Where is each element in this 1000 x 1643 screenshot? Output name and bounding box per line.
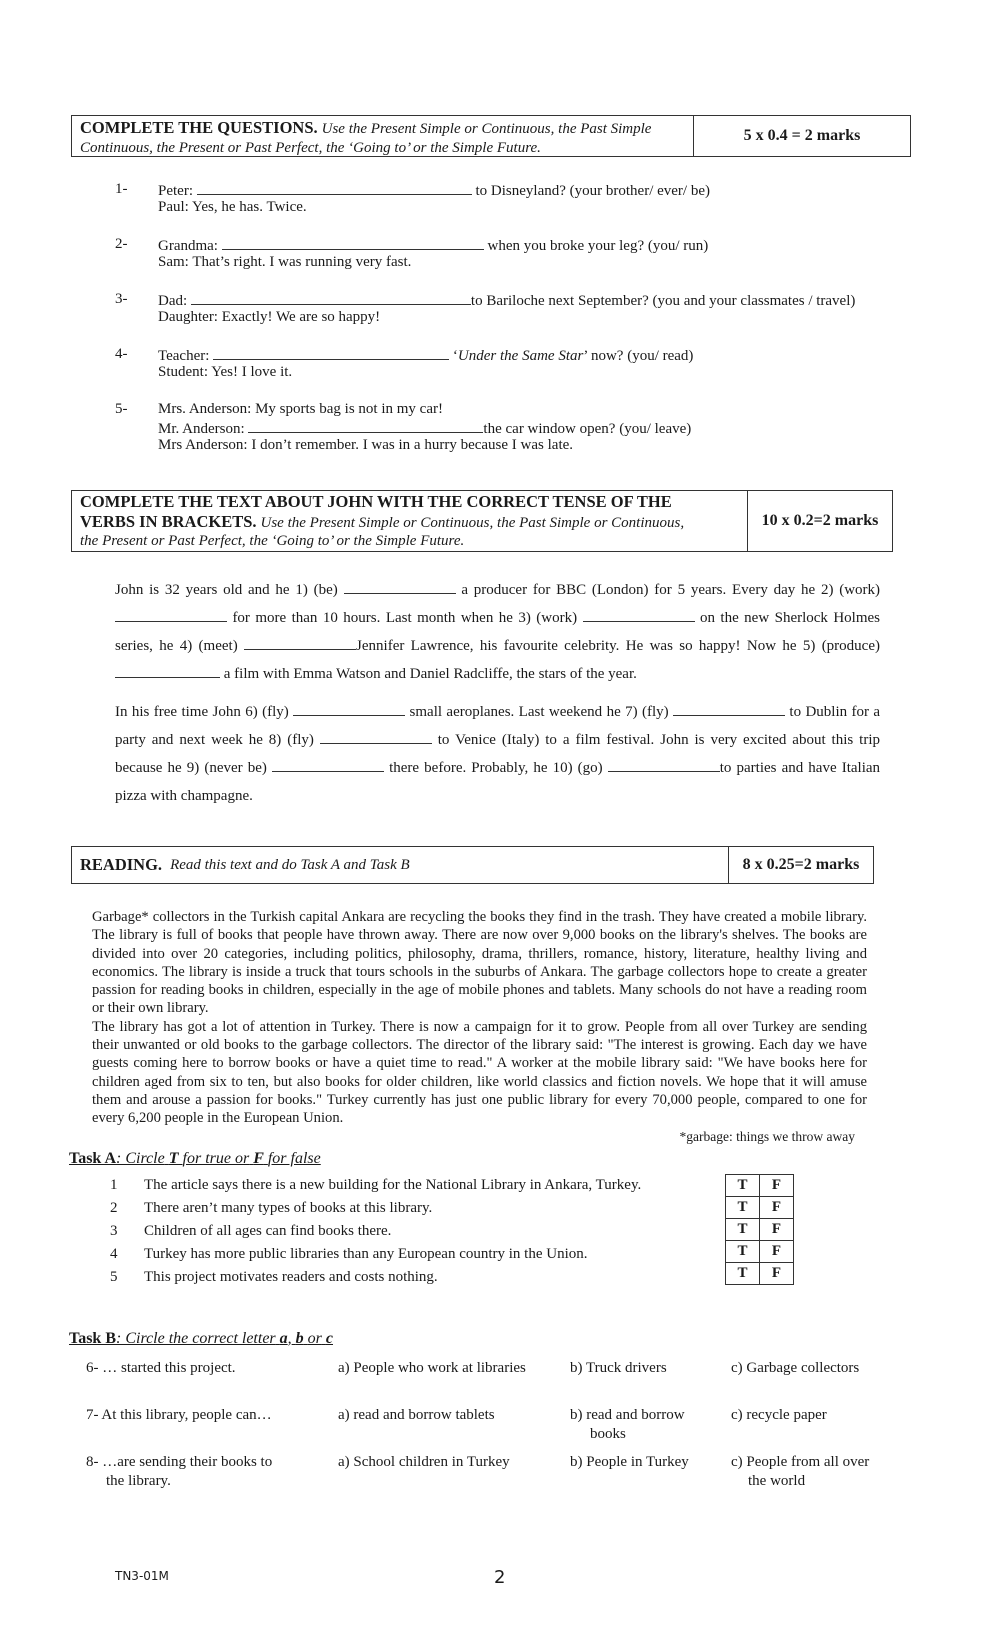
section1-title: COMPLETE THE QUESTIONS. <box>80 118 318 137</box>
tf-row-2 <box>726 1197 794 1219</box>
task-b-question-8: 8- …are sending their books to the library. <box>86 1454 273 1489</box>
section1-instructions: COMPLETE THE QUESTIONS. Use the Present Simple or Continuous, the Past Simple Continuous, the Present or Past Perfect, the ‘Going to’ or the Simple Future. <box>80 118 652 156</box>
verb-blank-1[interactable] <box>344 579 456 594</box>
task-a-title: Task A: Circle T for true or F for false <box>69 1150 321 1167</box>
tf-row-3 <box>726 1219 794 1241</box>
section2-instructions: COMPLETE THE TEXT ABOUT JOHN WITH THE CORRECT TENSE OF THE VERBS IN BRACKETS. Use the Present Simple or Continuous, the Past Simple or Continuous, the Present or Past Perfect, the ‘Going to’ or the Simple Future. <box>72 491 748 551</box>
john-paragraph-2: In his free time John 6) (fly) small aeroplanes. Last weekend he 7) (fly) to Dublin for a party and next week he 8) (fly) to Venice (Italy) to a film festival. John is very excited about this trip because he 9) (never be) there before. Probably, he 10) (go) to parties and have Italian pizza with champagne. <box>115 698 880 810</box>
task-b-question-7: 7- At this library, people can… <box>86 1407 272 1423</box>
verb-blank-8[interactable] <box>320 729 432 744</box>
section3-instructions: READING. Read this text and do Task A and Task B <box>80 855 410 874</box>
page-number: 2 <box>494 1567 506 1588</box>
option-6a[interactable]: a) People who work at libraries <box>338 1360 526 1376</box>
option-8b[interactable]: b) People in Turkey <box>570 1454 689 1470</box>
section2-marks: 10 x 0.2=2 marks <box>747 491 892 551</box>
true-option-1[interactable]: T <box>726 1175 760 1197</box>
section3-title: READING. <box>80 855 163 874</box>
tf-row-1 <box>726 1175 794 1197</box>
verb-blank-4[interactable] <box>244 635 356 650</box>
task-b-question-6: 6- … started this project. <box>86 1360 236 1376</box>
reading-paragraph-2: The library has got a lot of attention in Turkey. There is now a campaign for it to grow. People from all over Turkey are sending their unwanted or old books to the garbage collectors. The director of the library said: "The interest is growing. Each day we have guests coming here to borrow books or have a quiet time to read." A worker at the mobile library said: "We have books here for children aged from six to ten, but also books for older children, like world classics and fiction novels. We hope that it will amuse them and arouse a passion for books." Turkey currently has just one public library for every 70,000 people, compared to one for every 6,200 people in the European Union. <box>92 1018 867 1127</box>
answer-blank-4[interactable] <box>213 345 449 360</box>
section1-header <box>71 115 911 157</box>
true-option-3[interactable]: T <box>726 1219 760 1241</box>
verb-blank-5[interactable] <box>115 663 220 678</box>
reading-text <box>92 908 867 1146</box>
verb-blank-7[interactable] <box>673 701 785 716</box>
answer-blank-5[interactable] <box>248 418 483 433</box>
section2-header <box>71 490 893 552</box>
false-option-1[interactable]: F <box>760 1175 794 1197</box>
verb-blank-3[interactable] <box>583 607 695 622</box>
verb-blank-9[interactable] <box>272 757 384 772</box>
true-option-5[interactable]: T <box>726 1263 760 1285</box>
tf-row-5 <box>726 1263 794 1285</box>
john-paragraph-1: John is 32 years old and he 1) (be) a producer for BBC (London) for 5 years. Every day he 2) (work) for more than 10 hours. Last month when he 3) (work) on the new Sherlock Holmes series, he 4) (meet) Jennifer Lawrence, his favourite celebrity. He was so happy! Now he 5) (produce) a film with Emma Watson and Daniel Radcliffe, the stars of the year. <box>115 576 880 688</box>
section1-marks: 5 x 0.4 = 2 marks <box>693 116 910 156</box>
section3-marks: 8 x 0.25=2 marks <box>728 847 873 883</box>
option-6b[interactable]: b) Truck drivers <box>570 1360 667 1376</box>
document-code: TN3-01M <box>115 1569 169 1583</box>
section2-title: COMPLETE THE TEXT ABOUT JOHN WITH THE CORRECT TENSE OF THE <box>80 492 672 511</box>
reading-paragraph-1: Garbage* collectors in the Turkish capital Ankara are recycling the books they find in the trash. They have created a mobile library. The library is full of books that people have thrown away. There are now over 9,000 books on the library's shelves. The books are divided into over 20 categories, including politics, philosophy, drama, thrillers, romance, history, literature, healthy living and economics. The library is inside a truck that tours schools in the suburbs of Ankara. The garbage collectors hope to create a greater passion for reading books in children, especially in the age of mobile phones and tablets. Many schools do not have a reading room or their own library. <box>92 909 867 1017</box>
answer-blank-1[interactable] <box>197 180 472 195</box>
true-option-4[interactable]: T <box>726 1241 760 1263</box>
option-7b[interactable]: b) read and borrow books <box>570 1407 685 1442</box>
false-option-4[interactable]: F <box>760 1241 794 1263</box>
true-option-2[interactable]: T <box>726 1197 760 1219</box>
verb-blank-10[interactable] <box>608 757 720 772</box>
reading-footnote: *garbage: things we throw away <box>679 1128 855 1144</box>
verb-blank-6[interactable] <box>293 701 405 716</box>
option-7a[interactable]: a) read and borrow tablets <box>338 1407 495 1423</box>
option-7c[interactable]: c) recycle paper <box>731 1407 827 1423</box>
option-8c[interactable]: c) People from all over the world <box>731 1454 870 1489</box>
option-6c[interactable]: c) Garbage collectors <box>731 1360 860 1376</box>
verb-blank-2[interactable] <box>115 607 227 622</box>
answer-blank-3[interactable] <box>191 290 471 305</box>
option-8a[interactable]: a) School children in Turkey <box>338 1454 510 1470</box>
false-option-2[interactable]: F <box>760 1197 794 1219</box>
section3-header <box>71 846 874 884</box>
answer-blank-2[interactable] <box>222 235 484 250</box>
true-false-grid <box>725 1174 794 1285</box>
false-option-5[interactable]: F <box>760 1263 794 1285</box>
tf-row-4 <box>726 1241 794 1263</box>
task-b-title: Task B: Circle the correct letter a, b or c <box>69 1330 333 1347</box>
false-option-3[interactable]: F <box>760 1219 794 1241</box>
